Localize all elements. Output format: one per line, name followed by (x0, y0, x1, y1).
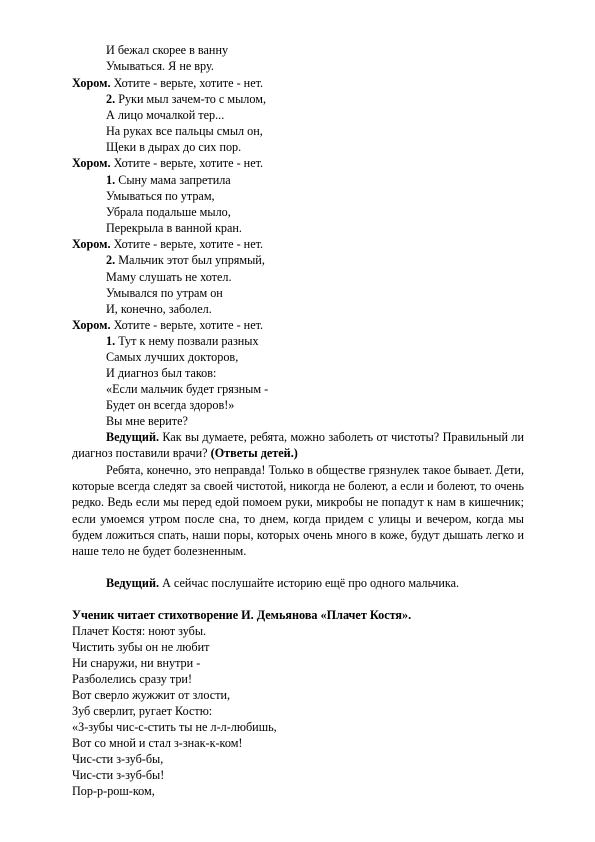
chorus-line (72, 155, 263, 171)
verse-line: Щеки в дырах до сих пор. (106, 140, 242, 154)
poem-line: «З-зубы чис-с-стить ты не л-л-любишь, (72, 720, 277, 734)
poem-line: Чистить зубы он не любит (72, 640, 210, 654)
speaker-number: 2. (106, 253, 116, 267)
poem-line: Пор-р-рош-ком, (72, 784, 155, 798)
explanation-paragraph: Ребята, конечно, это неправда! Только в обществе грязнулек такое бывает. Дети, которые всегда следят за своей чистотой, никогда не болеют, а если и болеют, то очень редко. Ведь если мы перед едой помоем руки, микробы не попадут к нам в кишечник; если умоемся утром после сна, то днем, когда придем с улицы и вечером, когда мы будем ложиться спать, наши поры, которых очень много в коже, будут дышать легко и наше тело не будет болезненным. (72, 463, 524, 559)
verse-text: Тут к нему позвали разных (115, 334, 259, 348)
verse-line: А лицо мочалкой тер... (106, 108, 225, 122)
chorus-text: Хотите - верьте, хотите - нет. (110, 76, 264, 90)
chorus-line (72, 317, 263, 333)
verse-line (106, 333, 259, 349)
chorus-label: Хором. (72, 237, 111, 251)
poem-line: Ни снаружи, ни внутри - (72, 656, 201, 670)
verse-line (106, 91, 266, 107)
verse-line: Умывался по утрам он (106, 286, 223, 300)
chorus-label: Хором. (72, 156, 111, 170)
host-label: Ведущий. (106, 430, 160, 444)
verse-text: Сыну мама запретила (115, 173, 231, 187)
verse-line: Умываться по утрам, (106, 189, 215, 203)
chorus-text: Хотите - верьте, хотите - нет. (110, 156, 264, 170)
verse-line: И бежал скорее в ванну (106, 43, 229, 57)
host-label: Ведущий. (106, 576, 160, 590)
verse-line: Вы мне верите? (106, 414, 188, 428)
host-paragraph (72, 429, 524, 461)
poem-line: Разболелись сразу три! (72, 672, 193, 686)
chorus-text: Хотите - верьте, хотите - нет. (110, 237, 264, 251)
verse-line: Умываться. Я не вру. (106, 59, 214, 73)
host-paragraph (72, 575, 524, 591)
verse-line: Маму слушать не хотел. (106, 270, 232, 284)
children-answers-note: (Ответы детей.) (210, 446, 298, 461)
verse-text: Мальчик этот был упрямый, (115, 253, 265, 267)
verse-line (106, 252, 265, 268)
host-text: Как вы думаете, ребята, можно заболеть от чистоты? Правильный ли диагноз поставили врачи? (72, 430, 524, 461)
verse-line: И, конечно, заболел. (106, 302, 212, 316)
chorus-line (72, 75, 263, 91)
verse-line: Убрала подальше мыло, (106, 205, 231, 219)
poem-line: Вот со мной и стал з-знак-к-ком! (72, 736, 243, 750)
verse-line: И диагноз был таков: (106, 366, 217, 380)
speaker-number: 1. (106, 173, 116, 187)
chorus-line (72, 236, 263, 252)
poem-line: Зуб сверлит, ругает Костю: (72, 704, 213, 718)
poem-line: Чис-сти з-зуб-бы! (72, 768, 165, 782)
poem-line: Чис-сти з-зуб-бы, (72, 752, 164, 766)
poem-heading: Ученик читает стихотворение И. Демьянова «Плачет Костя». (72, 608, 412, 622)
speaker-number: 1. (106, 334, 116, 348)
verse-line: «Если мальчик будет грязным - (106, 382, 269, 396)
poem-line: Плачет Костя: ноют зубы. (72, 624, 207, 638)
verse-line: Самых лучших докторов, (106, 350, 239, 364)
chorus-text: Хотите - верьте, хотите - нет. (110, 318, 264, 332)
verse-line: На руках все пальцы смыл он, (106, 124, 263, 138)
verse-line: Будет он всегда здоров!» (106, 398, 235, 412)
speaker-number: 2. (106, 92, 116, 106)
chorus-label: Хором. (72, 318, 111, 332)
chorus-label: Хором. (72, 76, 111, 90)
poem-line: Вот сверло жужжит от злости, (72, 688, 231, 702)
verse-text: Руки мыл зачем-то с мылом, (115, 92, 266, 106)
verse-line: Перекрыла в ванной кран. (106, 221, 242, 235)
host-text: А сейчас послушайте историю ещё про одного мальчика. (159, 576, 460, 590)
verse-line (106, 172, 231, 188)
